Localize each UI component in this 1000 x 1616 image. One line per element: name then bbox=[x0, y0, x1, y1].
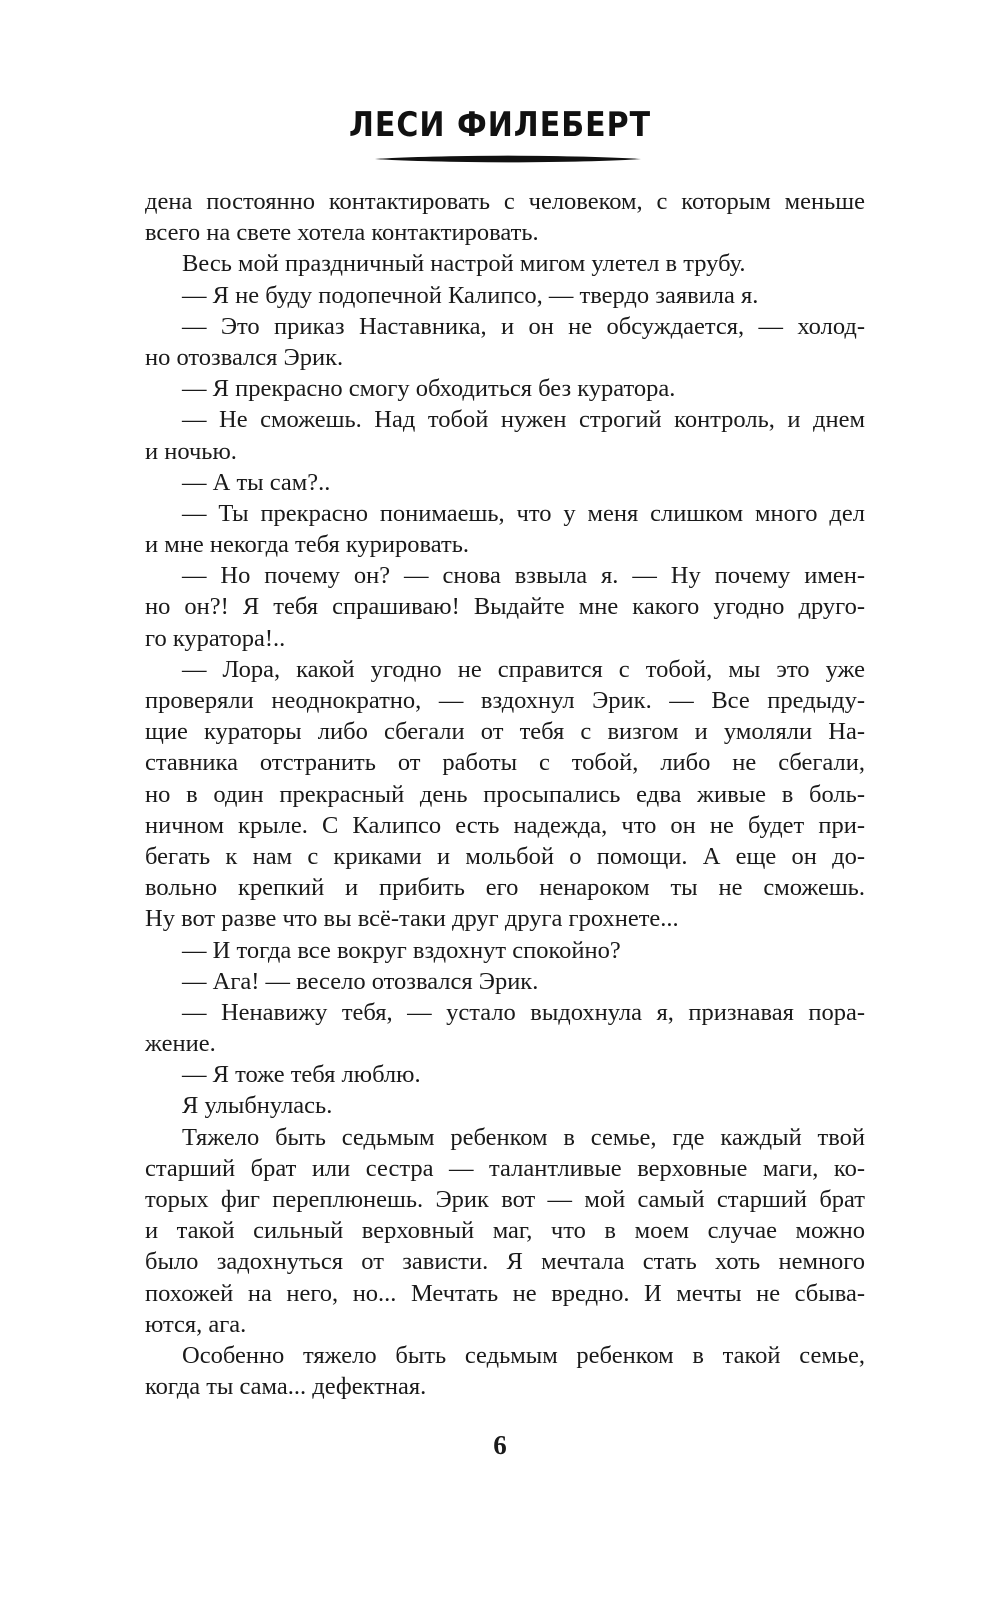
text-line: щие кураторы либо сбегали от тебя с визгом и умоляли На- bbox=[145, 718, 865, 746]
text-line: ются, ага. bbox=[145, 1310, 247, 1338]
text-line: когда ты сама... дефектная. bbox=[145, 1373, 427, 1401]
text-line: дена постоянно контактировать с человеком, с которым меньше bbox=[145, 188, 865, 215]
text-line: — Но почему он? — снова взвыла я. — Ну почему имен- bbox=[182, 562, 865, 590]
text-line: жение. bbox=[145, 1030, 216, 1058]
text-line: ничном крыле. С Калипсо есть надежда, что он не будет при- bbox=[145, 811, 865, 839]
text-line: го куратора!.. bbox=[145, 624, 286, 652]
text-line: старший брат или сестра — талантливые верховные маги, ко- bbox=[145, 1154, 865, 1182]
text-line: — Ненавижу тебя, — устало выдохнула я, признавая пора- bbox=[182, 998, 865, 1026]
text-line: но отозвался Эрик. bbox=[145, 343, 344, 371]
text-line: — Я прекрасно смогу обходиться без куратора. bbox=[182, 375, 676, 403]
text-line: Я улыбнулась. bbox=[182, 1092, 333, 1120]
text-line: и такой сильный верховный маг, что в моем случае можно bbox=[145, 1217, 865, 1245]
text-line: — Я тоже тебя люблю. bbox=[182, 1061, 421, 1089]
text-line: но он?! Я тебя спрашиваю! Выдайте мне какого угодно друго- bbox=[145, 593, 865, 621]
text-line: и ночью. bbox=[145, 437, 237, 465]
text-line: — А ты сам?.. bbox=[182, 468, 331, 496]
text-line: и мне некогда тебя курировать. bbox=[145, 531, 470, 559]
text-line: — И тогда все вокруг вздохнут спокойно? bbox=[182, 936, 621, 964]
text-line: бегать к нам с криками и мольбой о помощи. А еще он до- bbox=[145, 842, 865, 870]
text-line: — Ты прекрасно понимаешь, что у меня слишком много дел bbox=[182, 499, 865, 527]
text-line: но в один прекрасный день просыпались едва живые в боль- bbox=[145, 780, 865, 808]
text-line: Весь мой праздничный настрой мигом улетел в трубу. bbox=[182, 250, 746, 278]
text-line: — Я не буду подопечной Калипсо, — твердо заявила я. bbox=[182, 281, 759, 309]
text-line: — Это приказ Наставника, и он не обсуждается, — холод- bbox=[182, 312, 865, 340]
text-line: вольно крепкий и прибить его ненароком ты не сможешь. bbox=[145, 874, 865, 902]
header-ornament-rule bbox=[375, 155, 641, 163]
text-line: Тяжело быть седьмым ребенком в семье, где каждый твой bbox=[182, 1123, 865, 1151]
author-name: ЛЕСИ ФИЛЕБЕРТ bbox=[348, 105, 652, 146]
text-line: Особенно тяжело быть седьмым ребенком в такой семье, bbox=[182, 1341, 865, 1369]
text-line: было задохнуться от зависти. Я мечтала стать хоть немного bbox=[145, 1248, 865, 1276]
text-line: проверяли неоднократно, — вздохнул Эрик. — Все предыду- bbox=[145, 687, 865, 714]
body-text bbox=[145, 186, 865, 1402]
text-line: ставника отстранить от работы с тобой, либо не сбегали, bbox=[145, 749, 865, 777]
text-line: — Ага! — весело отозвался Эрик. bbox=[182, 967, 539, 995]
text-line: — Лора, какой угодно не справится с тобой, мы это уже bbox=[182, 655, 865, 683]
text-line: похожей на него, но... Мечтать не вредно. И мечты не сбыва- bbox=[145, 1279, 865, 1307]
text-line: всего на свете хотела контактировать. bbox=[145, 219, 539, 247]
page-number: 6 bbox=[493, 1430, 507, 1460]
text-line: — Не сможешь. Над тобой нужен строгий контроль, и днем bbox=[182, 406, 865, 434]
running-header bbox=[0, 105, 1000, 146]
text-line: Ну вот разве что вы всё-таки друг друга грохнете... bbox=[145, 905, 679, 933]
text-line: торых фиг переплюнешь. Эрик вот — мой самый старший брат bbox=[145, 1186, 865, 1213]
